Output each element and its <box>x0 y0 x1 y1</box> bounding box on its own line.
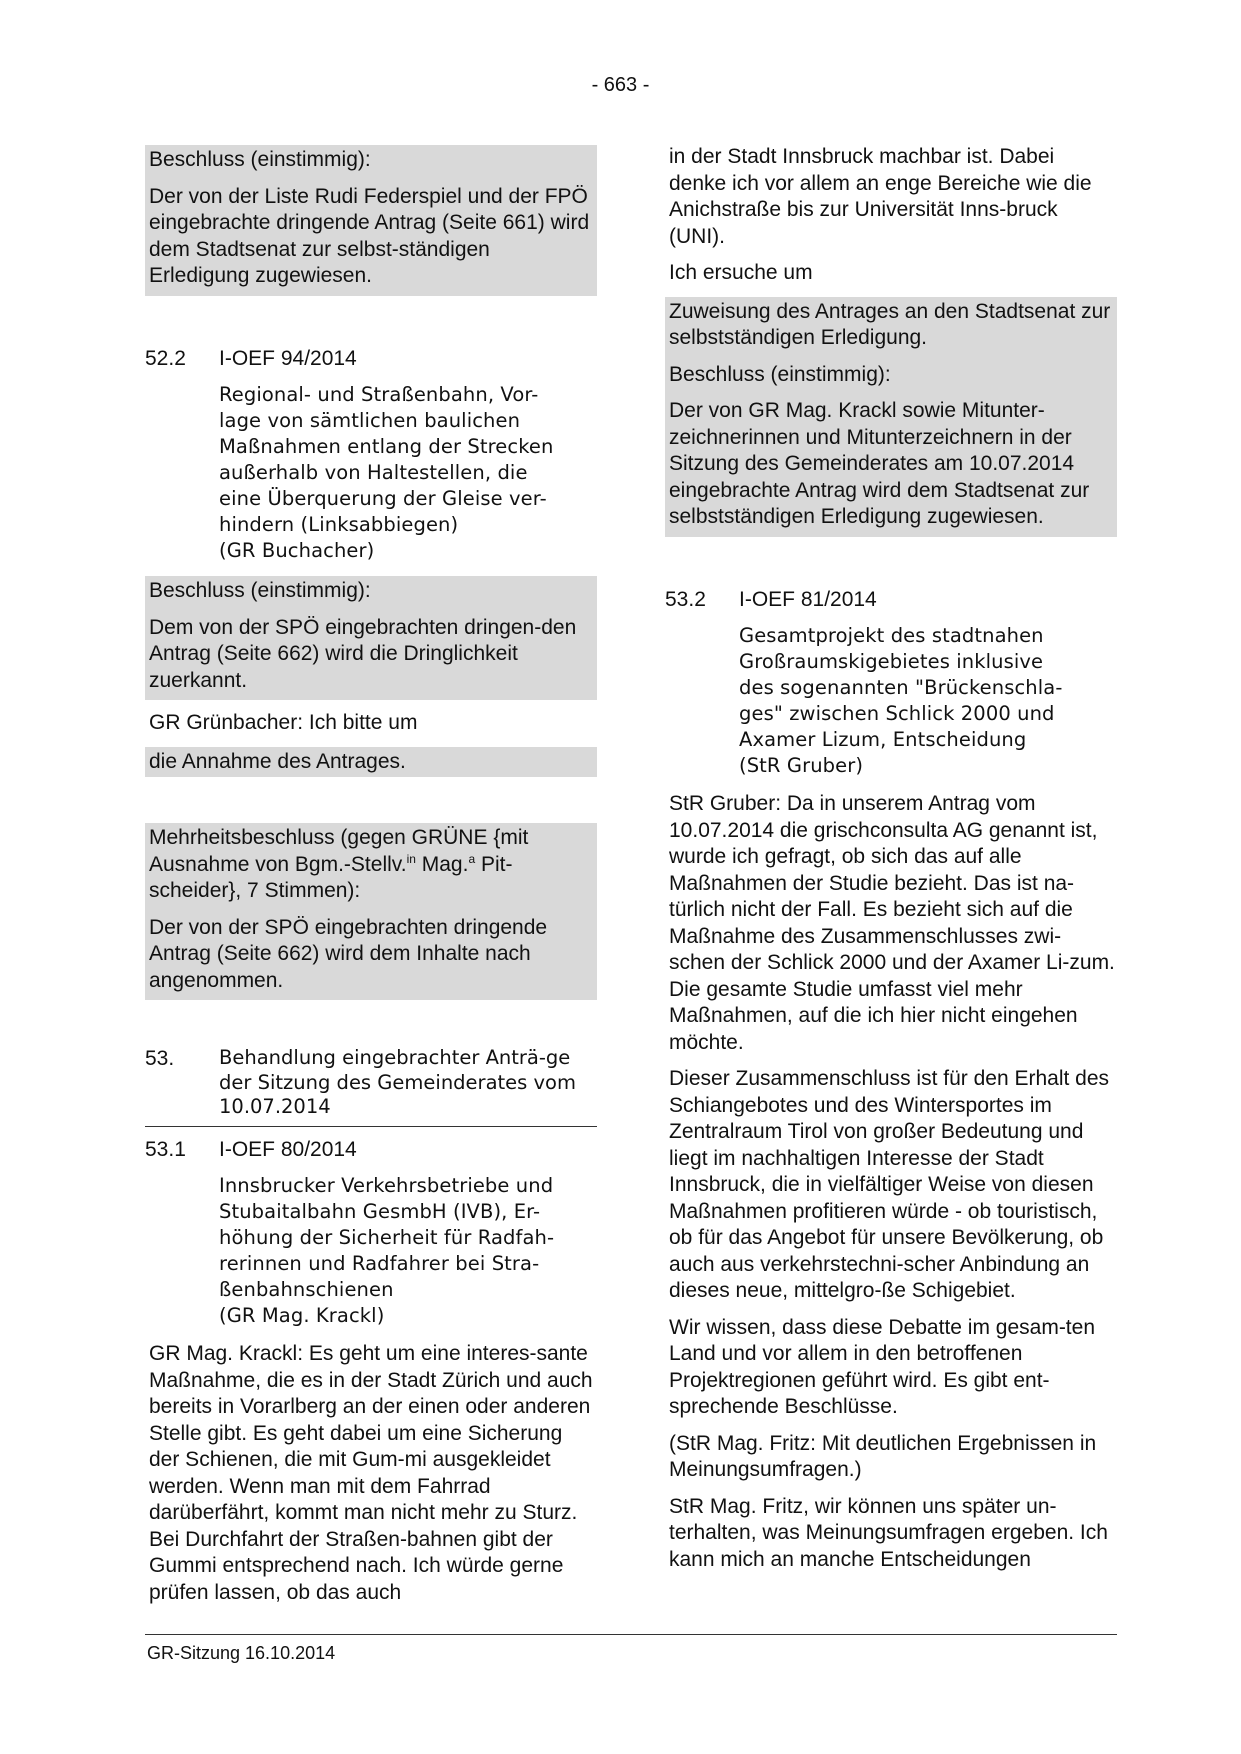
request-intro: Ich ersuche um <box>669 261 813 284</box>
section-code: I-OEF 94/2014 <box>219 346 357 370</box>
majority-heading: Mehrheitsbeschluss (gegen GRÜNE {mit Ausnahme von Bgm.-Stellv.$^{in}$ Mag.$^a$ Pit-scheider}, 7 Stimmen): <box>149 826 529 902</box>
subject-line: Axamer Lizum, Entscheidung <box>739 728 1027 751</box>
page-number: - 663 - <box>591 74 650 96</box>
subject-line: Innsbrucker Verkehrsbetriebe und <box>219 1174 554 1197</box>
subject-line: hindern (Linksabbiegen) <box>219 513 459 536</box>
resolution-text: Der von der Liste Rudi Federspiel und der FPÖ eingebrachte dringende Antrag (Seite 661) wird dem Stadtsenat zur selbst-ständigen Erledigung zugewiesen. <box>149 184 590 287</box>
majority-text: Der von der SPÖ eingebrachten dringende Antrag (Seite 662) wird dem Inhalte nach angenommen. <box>149 915 548 992</box>
speech-gruber <box>665 791 1117 1573</box>
subject-line: ßenbahnschienen <box>219 1278 394 1301</box>
speaker-line: GR Grünbacher: Ich bitte um <box>149 711 418 734</box>
section-number: 53. <box>145 1047 175 1070</box>
subject-line: ges" zwischen Schlick 2000 und <box>739 702 1055 725</box>
subject-line: Großraumskigebietes inklusive <box>739 650 1044 673</box>
resolution-heading: Beschluss (einstimmig): <box>149 148 371 171</box>
subject-line: (GR Buchacher) <box>219 539 375 562</box>
subject-line: des sogenannten "Brückenschla- <box>739 676 1063 699</box>
section-code: I-OEF 81/2014 <box>739 587 877 611</box>
paragraph: StR Gruber: Da in unserem Antrag vom 10.07.2014 die grischconsulta AG genannt ist, wurde ich gefragt, ob sich das auf alle Maßnahmen der Studie bezieht. Das ist na-türlich nicht der Fall. Es bezieht sich auf die Maßnahme des Zusammenschlusses zwi-schen der Schlick 2000 und der Axamer Li-zum. Die gesamte Studie umfasst viel mehr Maßnahmen, auf die ich hier nicht eingehen möchte. <box>669 792 1115 1054</box>
section-53-heading <box>145 1046 597 1127</box>
majority-resolution-box <box>145 823 597 1000</box>
subject-line: Stubaitalbahn GesmbH (IVB), Er- <box>219 1200 541 1223</box>
resolution-box-1 <box>145 145 597 296</box>
subject-line: Maßnahmen entlang der Strecken <box>219 435 554 458</box>
subject-line: lage von sämtlichen baulichen <box>219 409 521 432</box>
subject-line: (GR Mag. Krackl) <box>219 1304 385 1327</box>
right-column <box>665 145 1117 1573</box>
resolution-box-3 <box>665 297 1117 537</box>
footer-divider <box>145 1634 1117 1635</box>
request-box <box>145 747 597 778</box>
section-53-1-subject <box>145 1173 597 1329</box>
section-53-2-subject <box>665 623 1117 779</box>
resolution-heading: Beschluss (einstimmig): <box>669 362 891 386</box>
section-52-2-heading <box>145 346 597 373</box>
resolution-heading: Beschluss (einstimmig): <box>149 579 371 602</box>
subject-line: (StR Gruber) <box>739 754 864 777</box>
subject-line: höhung der Sicherheit für Radfah- <box>219 1226 555 1249</box>
request-text: die Annahme des Antrages. <box>149 749 406 773</box>
section-number: 53.1 <box>145 1137 186 1161</box>
continued-text: in der Stadt Innsbruck machbar ist. Dabei denke ich vor allem an enge Bereiche wie die Anichstraße bis zur Universität Inns-bruck (UNI). <box>669 145 1092 248</box>
interjection: (StR Mag. Fritz: Mit deutlichen Ergebnissen in Meinungsumfragen.) <box>669 1431 1097 1481</box>
resolution-box-2 <box>145 576 597 700</box>
subject-line: eine Überquerung der Gleise ver- <box>219 487 547 510</box>
paragraph: StR Mag. Fritz, wir können uns später un-terhalten, was Meinungsumfragen ergeben. Ich kann mich an manche Entscheidungen <box>669 1494 1108 1571</box>
section-52-2-subject <box>145 382 597 564</box>
resolution-text: Dem von der SPÖ eingebrachten dringen-den Antrag (Seite 662) wird die Dringlichkeit zuerkannt. <box>149 615 577 692</box>
speech-krackl: GR Mag. Krackl: Es geht um eine interes-sante Maßnahme, die es in der Stadt Zürich und auch bereits in Vorarlberg an der einen oder anderen Stelle gibt. Es geht dabei um eine Sicherung der Schienen, die mit Gum-mi ausgekleidet werden. Wenn man mit dem Fahrrad darüberfährt, kommt man nicht mehr zu Sturz. Bei Durchfahrt der Straßen-bahnen gibt der Gummi entsprechend nach. Ich würde gerne prüfen lassen, ob das auch <box>149 1342 593 1604</box>
footer-session-date: GR-Sitzung 16.10.2014 <box>147 1643 336 1663</box>
subject-line: rerinnen und Radfahrer bei Stra- <box>219 1252 540 1275</box>
paragraph: Dieser Zusammenschluss ist für den Erhalt des Schiangebotes und des Wintersportes im Zentralraum Tirol von großer Bedeutung und liegt im nachhaltigen Interesse der Stadt Innsbruck, die in vielfältiger Weise von diesen Maßnahmen profitieren würde - ob touristisch, ob für das Angebot für unsere Bevölkerung, ob auch aus verkehrstechni-scher Anbindung an dieses neue, mittelgro-ße Schigebiet. <box>669 1067 1110 1302</box>
section-number: 53.2 <box>665 587 706 611</box>
section-53-2-heading <box>665 587 1117 614</box>
subject-line: außerhalb von Haltestellen, die <box>219 461 528 484</box>
paragraph: Wir wissen, dass diese Debatte im gesam-ten Land und vor allem in den betroffenen Projektregionen geführt wird. Es gibt ent-sprechende Beschlüsse. <box>669 1315 1095 1418</box>
assignment-text: Zuweisung des Antrages an den Stadtsenat zur selbstständigen Erledigung. <box>669 299 1111 349</box>
section-title: Behandlung eingebrachter Anträ-ge der Sitzung des Gemeinderates vom 10.07.2014 <box>219 1046 576 1118</box>
section-code: I-OEF 80/2014 <box>219 1137 357 1161</box>
section-53-1-heading <box>145 1137 597 1164</box>
section-number: 52.2 <box>145 346 186 370</box>
resolution-text: Der von GR Mag. Krackl sowie Mitunter-zeichnerinnen und Mitunterzeichnern in der Sitzung des Gemeinderates am 10.07.2014 eingebrachte Antrag wird dem Stadtsenat zur selbstständigen Erledigung zugewiesen. <box>669 399 1090 528</box>
left-column <box>145 145 597 1606</box>
subject-line: Regional- und Straßenbahn, Vor- <box>219 383 539 406</box>
subject-line: Gesamtprojekt des stadtnahen <box>739 624 1044 647</box>
